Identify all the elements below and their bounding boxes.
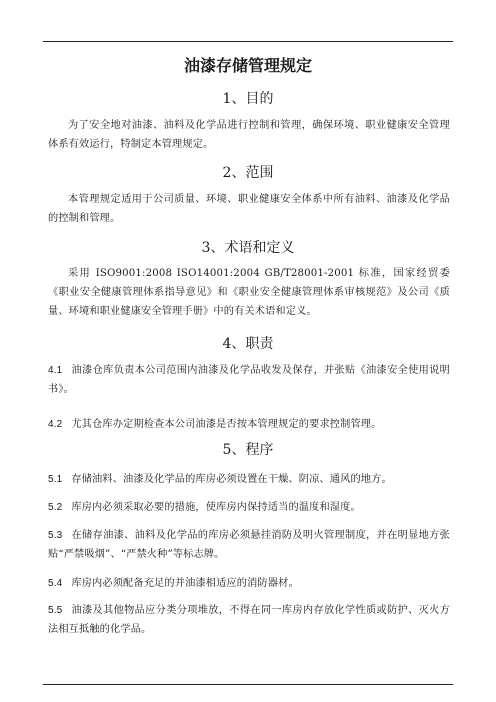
item-text: 库房内必须采取必要的措施，使库房内保持适当的温度和湿度。 bbox=[71, 502, 361, 513]
document-title: 油漆存储管理规定 bbox=[183, 56, 312, 75]
item-number: 5.1 bbox=[48, 474, 63, 485]
item-number: 5.4 bbox=[48, 578, 63, 589]
list-item bbox=[48, 574, 450, 593]
item-text: 尤其仓库办定期检查本公司油漆是否按本管理规定的要求控制管理。 bbox=[71, 419, 382, 430]
item-text: 在储存油漆、油料及化学品的库房必须悬挂消防及明火管理制度，并在明显地方张贴“严禁吸烟”、“严禁火种”等标志牌。 bbox=[48, 530, 450, 560]
section-paragraph-purpose: 为了安全地对油漆、油料及化学品进行控制和管理，确保环境、职业健康安全管理体系有效运行，特制定本管理规定。 bbox=[48, 120, 450, 150]
item-number: 5.5 bbox=[48, 605, 63, 616]
item-number: 5.3 bbox=[48, 530, 63, 541]
list-item bbox=[48, 601, 450, 639]
top-rule bbox=[43, 41, 453, 42]
item-text: 库房内必须配备充足的并油漆相适应的消防器材。 bbox=[71, 578, 299, 589]
item-text: 油漆仓库负责本公司范围内油漆及化学品收发及保存，并张贴《油漆安全使用说明书》。 bbox=[48, 365, 450, 395]
list-item bbox=[48, 415, 450, 434]
item-number: 5.2 bbox=[48, 502, 63, 513]
section-paragraph-scope: 本管理规定适用于公司质量、环境、职业健康安全体系中所有油料、油漆及化学品的控制和管理。 bbox=[48, 194, 450, 224]
item-number: 4.1 bbox=[48, 365, 63, 376]
section-heading-procedure: 5、程序 bbox=[222, 442, 274, 458]
list-item bbox=[48, 526, 450, 564]
section-heading-purpose: 1、目的 bbox=[222, 91, 274, 107]
item-number: 4.2 bbox=[48, 419, 63, 430]
section-heading-scope: 2、范围 bbox=[222, 165, 274, 181]
section-paragraph-definitions: 采用 ISO9001:2008 ISO14001:2004 GB/T28001-2001 标准，国家经贸委《职业安全健康管理体系指导意见》和《职业安全健康管理体系审核规范》及公司《质量、环境和职业健康安全管理手册》中的有关术语和定义。 bbox=[48, 268, 450, 317]
list-item bbox=[48, 361, 450, 399]
list-item bbox=[48, 470, 450, 489]
section-heading-definitions: 3、术语和定义 bbox=[201, 240, 295, 256]
bottom-rule bbox=[43, 684, 453, 685]
list-item bbox=[48, 498, 450, 517]
item-text: 存储油料、油漆及化学品的库房必须设置在干燥、阴凉、通风的地方。 bbox=[71, 474, 392, 485]
item-text: 油漆及其他物品应分类分项堆放，不得在同一库房内存放化学性质或防护、灭火方法相互抵触的化学品。 bbox=[48, 605, 450, 635]
section-heading-responsibilities: 4、职责 bbox=[222, 336, 274, 352]
